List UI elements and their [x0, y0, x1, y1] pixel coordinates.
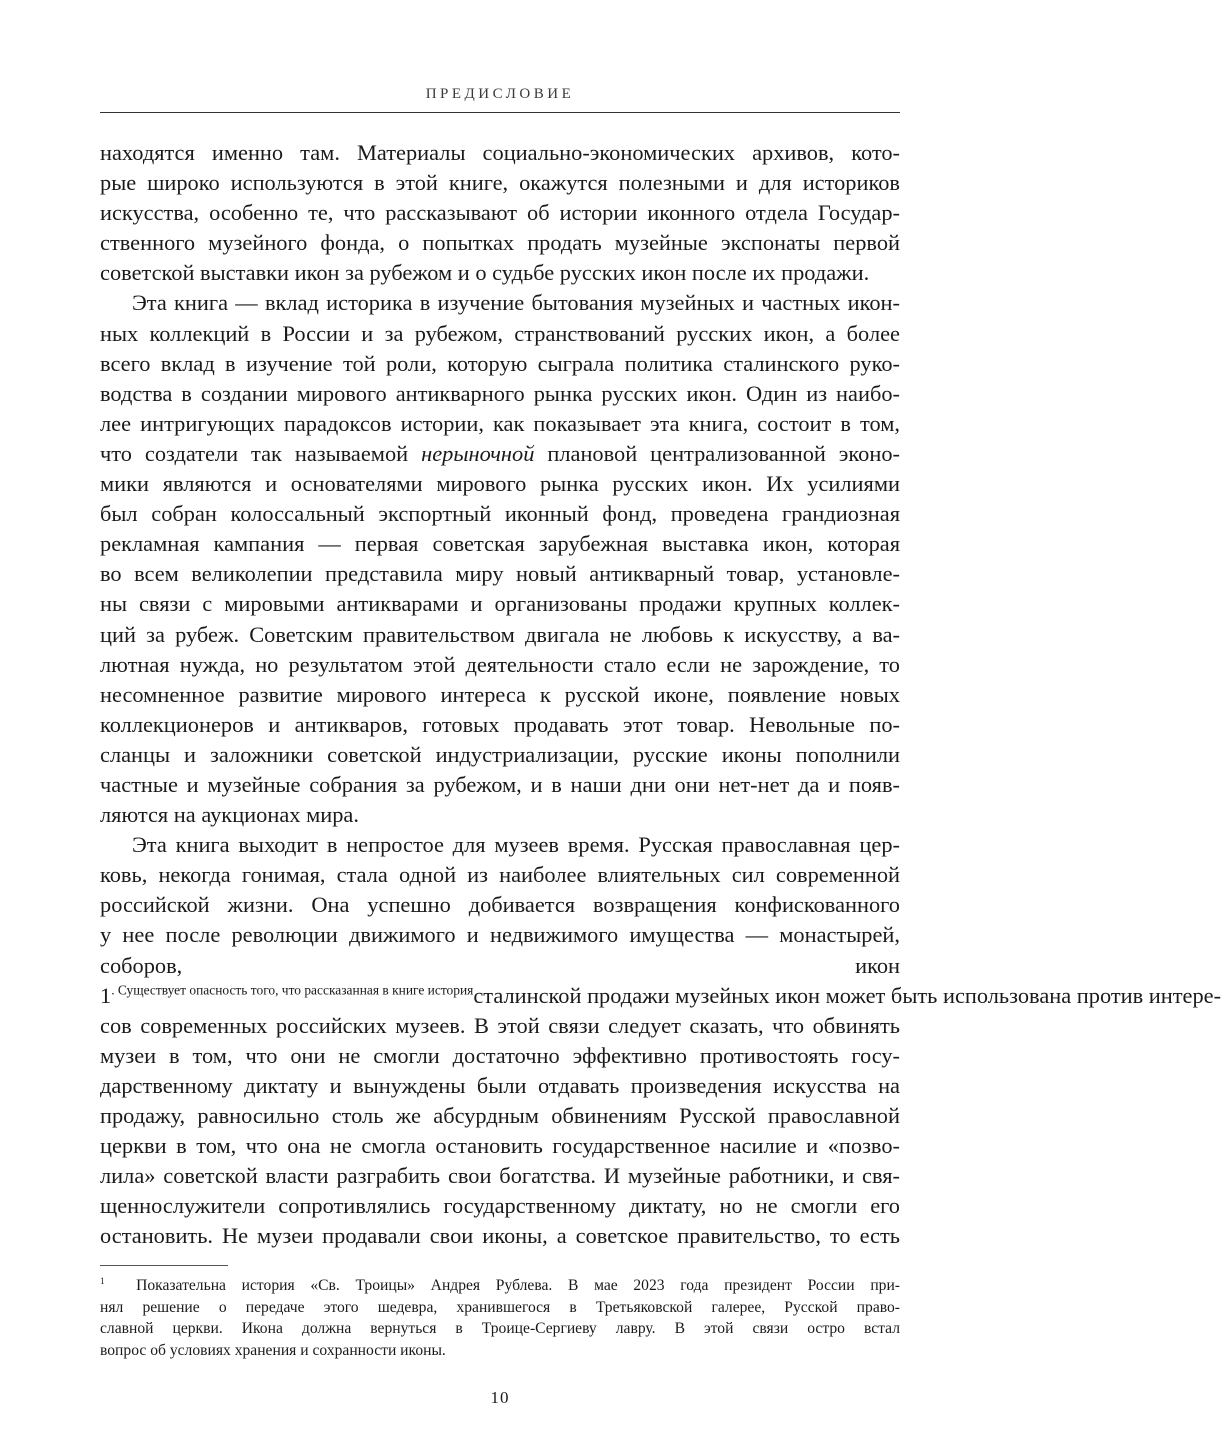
text-line: церкви в том, что она не смогла остановить государственное насилие и «позво- [100, 1133, 900, 1159]
text-line: рые широко используются в этой книге, окажутся полезными и для историков [100, 170, 900, 196]
text-segment: сталинской продажи музейных икон может быть использована против интере- [473, 982, 1221, 1008]
footnote-line: славной церкви. Икона должна вернуться в Троице-Сергиеву лавру. В этой связи остро встал [100, 1320, 900, 1337]
page-number: 10 [490, 1388, 510, 1407]
text-line [100, 981, 1221, 1011]
text-line: дарственному диктату и вынуждены были отдавать произведения искусства на [100, 1072, 900, 1098]
text-line: искусства, особенно те, что рассказывают об истории иконного отдела Государ- [100, 200, 900, 226]
footnote-line: нял решение о передаче этого шедевра, хранившегося в Третьяковской галерее, Русской право- [100, 1298, 900, 1316]
text-line: у нее после революции движимого и недвижимого имущества — монастырей, [100, 922, 900, 948]
header-rule [100, 112, 900, 113]
text-line: сов современных российских музеев. В этой связи следует сказать, что обвинять [100, 1012, 900, 1038]
text-line: лее интригующих парадоксов истории, как показывает эта книга, состоит в том, [100, 410, 900, 436]
footnote-rule [100, 1265, 228, 1266]
text-line: Эта книга — вклад историка в изучение бытования музейных и частных икон- [132, 290, 900, 316]
footnote-line [100, 1275, 900, 1297]
text-line [100, 439, 900, 469]
text-line: ственного музейного фонда, о попытках продать музейные экспонаты первой [100, 230, 900, 256]
text-line: ковь, некогда гонимая, стала одной из наиболее влиятельных сил современной [100, 862, 900, 888]
text-line: ны связи с мировыми антикварами и организованы продажи крупных коллек- [100, 591, 900, 617]
text-line: Эта книга выходит в непростое для музеев время. Русская православная цер- [132, 832, 900, 858]
text-line: остановить. Не музеи продавали свои иконы, а советское правительство, то есть [100, 1223, 900, 1249]
text-line: музеи в том, что они не смогли достаточно эффективно противостоять госу- [100, 1042, 900, 1068]
text-line: соборов, икон [100, 952, 900, 978]
text-segment: что создатели так называемой [100, 440, 422, 466]
text-line: ций за рубеж. Советским правительством двигала не любовь к искусству, а ва- [100, 621, 900, 647]
main-text [100, 138, 1221, 1282]
text-line: ных коллекций в России и за рубежом, странствований русских икон, а более [100, 320, 900, 346]
footnote-text: Показательна история «Св. Троицы» Андрея Рублева. В мае 2023 года президент России при- [136, 1277, 900, 1294]
italic-term: нерыночной [421, 440, 535, 466]
text-line: во всем великолепии представила миру новый антикварный товар, установле- [100, 561, 900, 587]
text-line: был собран колоссальный экспортный иконный фонд, проведена грандиозная [100, 501, 900, 527]
text-line: водства в создании мирового антикварного рынка русских икон. Один из наибо- [100, 380, 900, 406]
text-segment: 1 [100, 982, 112, 1008]
text-line: российской жизни. Она успешно добивается возвращения конфискованного [100, 892, 900, 918]
text-line: ляются на аукционах мира. [100, 802, 359, 828]
footnote [100, 1275, 900, 1361]
text-line: частные и музейные собрания за рубежом, и в наши дни они нет-нет да и появ- [100, 771, 900, 797]
text-line: всего вклад в изучение той роли, которую сыграла политика сталинского руко- [100, 350, 900, 376]
footnote-reference[interactable]: . Существует опасность того, что рассказанная в книге история [111, 982, 474, 998]
text-line: несомненное развитие мирового интереса к русской иконе, появление новых [100, 681, 900, 707]
running-head: ПРЕДИСЛОВИЕ [425, 86, 575, 102]
footnote-marker: 1 [100, 1276, 105, 1287]
text-line: советской выставки икон за рубежом и о судьбе русских икон после их продажи. [100, 260, 870, 286]
text-line: мики являются и основателями мирового рынка русских икон. Их усилиями [100, 471, 900, 497]
text-line: лютная нужда, но результатом этой деятельности стало если не зарождение, то [100, 651, 900, 677]
text-segment: плановой централизованной эконо- [534, 440, 900, 466]
text-line: продажу, равносильно столь же абсурдным обвинениям Русской православной [100, 1103, 900, 1128]
text-line: рекламная кампания — первая советская зарубежная выставка икон, которая [100, 531, 900, 557]
text-line: находятся именно там. Материалы социально-экономических архивов, кото- [100, 140, 900, 165]
text-line: коллекционеров и антикваров, готовых продавать этот товар. Невольные по- [100, 711, 900, 737]
text-line: сланцы и заложники советской индустриализации, русские иконы пополнили [100, 741, 900, 767]
text-line: лила» советской власти разграбить свои богатства. И музейные работники, и свя- [100, 1163, 900, 1189]
footnote-line: вопрос об условиях хранения и сохранности иконы. [100, 1341, 446, 1359]
text-line: щеннослужители сопротивлялись государственному диктату, но не смогли его [100, 1193, 900, 1219]
